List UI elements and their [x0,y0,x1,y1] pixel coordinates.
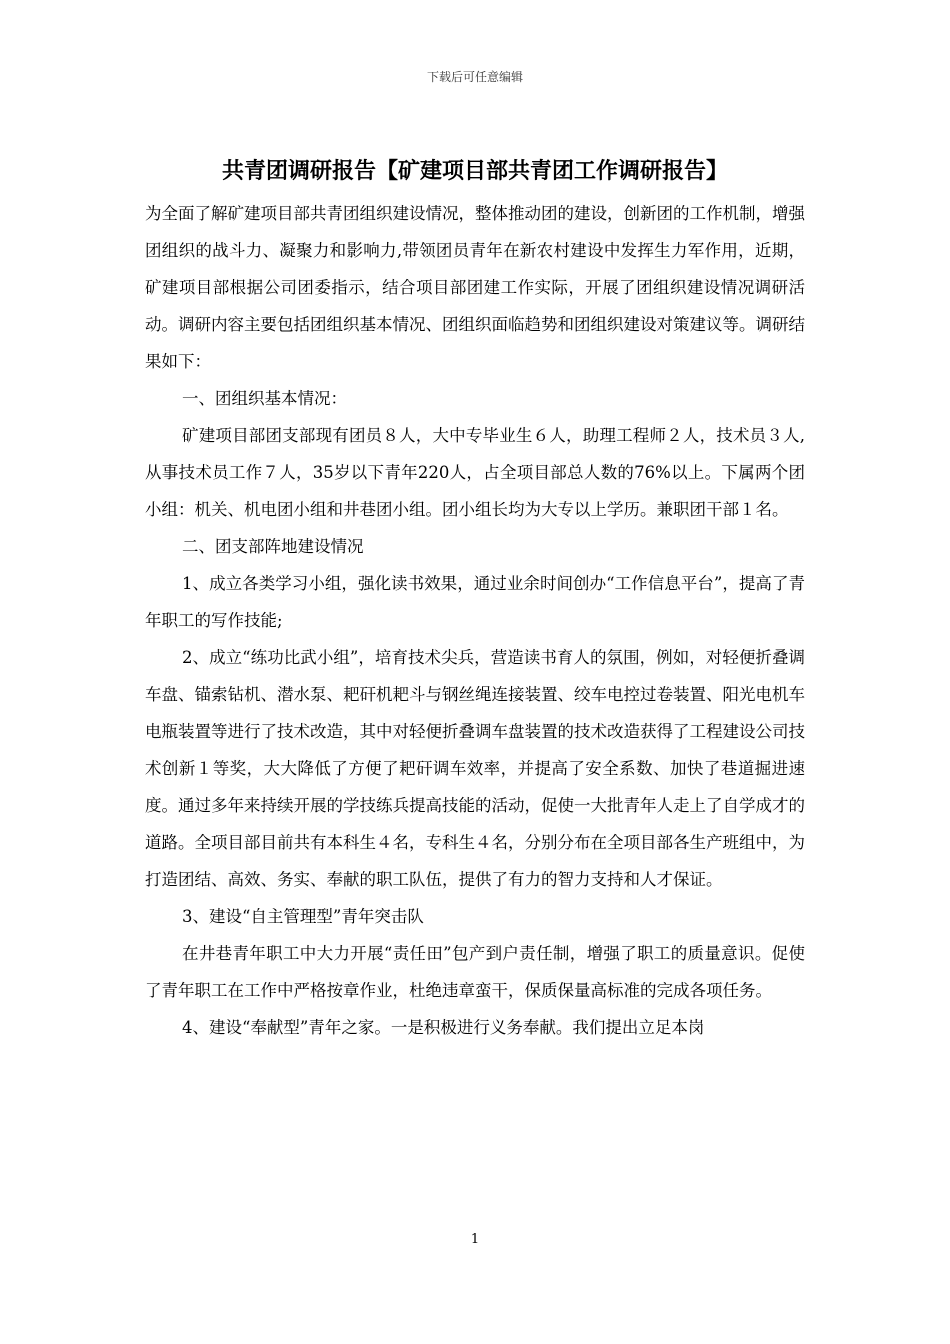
paragraph-item-4: 4、建设“奉献型”青年之家。一是积极进行义务奉献。我们提出立足本岗 [182,1018,705,1037]
document-title: 共青团调研报告【矿建项目部共青团工作调研报告】 [221,159,728,184]
paragraph-item-3-heading: 3、建设“自主管理型”青年突击队 [182,907,424,926]
section-heading-basic-situation: 一、团组织基本情况： [182,389,347,408]
paragraph-item-2: 2、成立“练功比武小组”，培育技术尖兵，营造读书育人的氛围，例如，对轻便折叠调车盘、锚索钻机、潜水泵、耙矸机耙斗与钢丝绳连接装置、绞车电控过卷装置、阳光电机车电瓶装置等进行了技术改造，其中对轻便折叠调车盘装置的技术改造获得了工程建设公司技术创新１等奖，大大降低了方便了耙矸调车效率，并提高了安全系数、加快了巷道掘进速度。通过多年来持续开展的学技练兵提高技能的活动，促使一大批青年人走上了自学成才的道路。全项目部目前共有本科生４名，专科生４名，分别分布在全项目部各生产班组中，为打造团结、高效、务实、奉献的职工队伍，提供了有力的智力支持和人才保证。 [145,648,805,889]
header-note: 下载后可任意编辑 [426,70,523,84]
paragraph-basic-situation: 矿建项目部团支部现有团员８人，大中专毕业生６人，助理工程师２人，技术员３人,从事技术员工作７人，35岁以下青年220人，占全项目部总人数的76%以上。下属两个团小组：机关、机电团小组和井巷团小组。团小组长均为大专以上学历。兼职团干部１名。 [145,426,805,519]
document-body [145,195,805,1046]
page-number: 1 [470,1232,480,1247]
paragraph-intro: 为全面了解矿建项目部共青团组织建设情况，整体推动团的建设，创新团的工作机制，增强团组织的战斗力、凝聚力和影响力,带领团员青年在新农村建设中发挥生力军作用，近期，矿建项目部根据公司团委指示，结合项目部团建工作实际，开展了团组织建设情况调研活动。调研内容主要包括团组织基本情况、团组织面临趋势和团组织建设对策建议等。调研结果如下： [145,204,805,371]
section-heading-position-building: 二、团支部阵地建设情况 [182,537,364,556]
paragraph-item-1: 1、成立各类学习小组，强化读书效果，通过业余时间创办“工作信息平台”，提高了青年职工的写作技能; [145,574,805,630]
paragraph-item-3-body: 在井巷青年职工中大力开展“责任田”包产到户责任制，增强了职工的质量意识。促使了青年职工在工作中严格按章作业，杜绝违章蛮干，保质保量高标准的完成各项任务。 [145,944,805,1000]
